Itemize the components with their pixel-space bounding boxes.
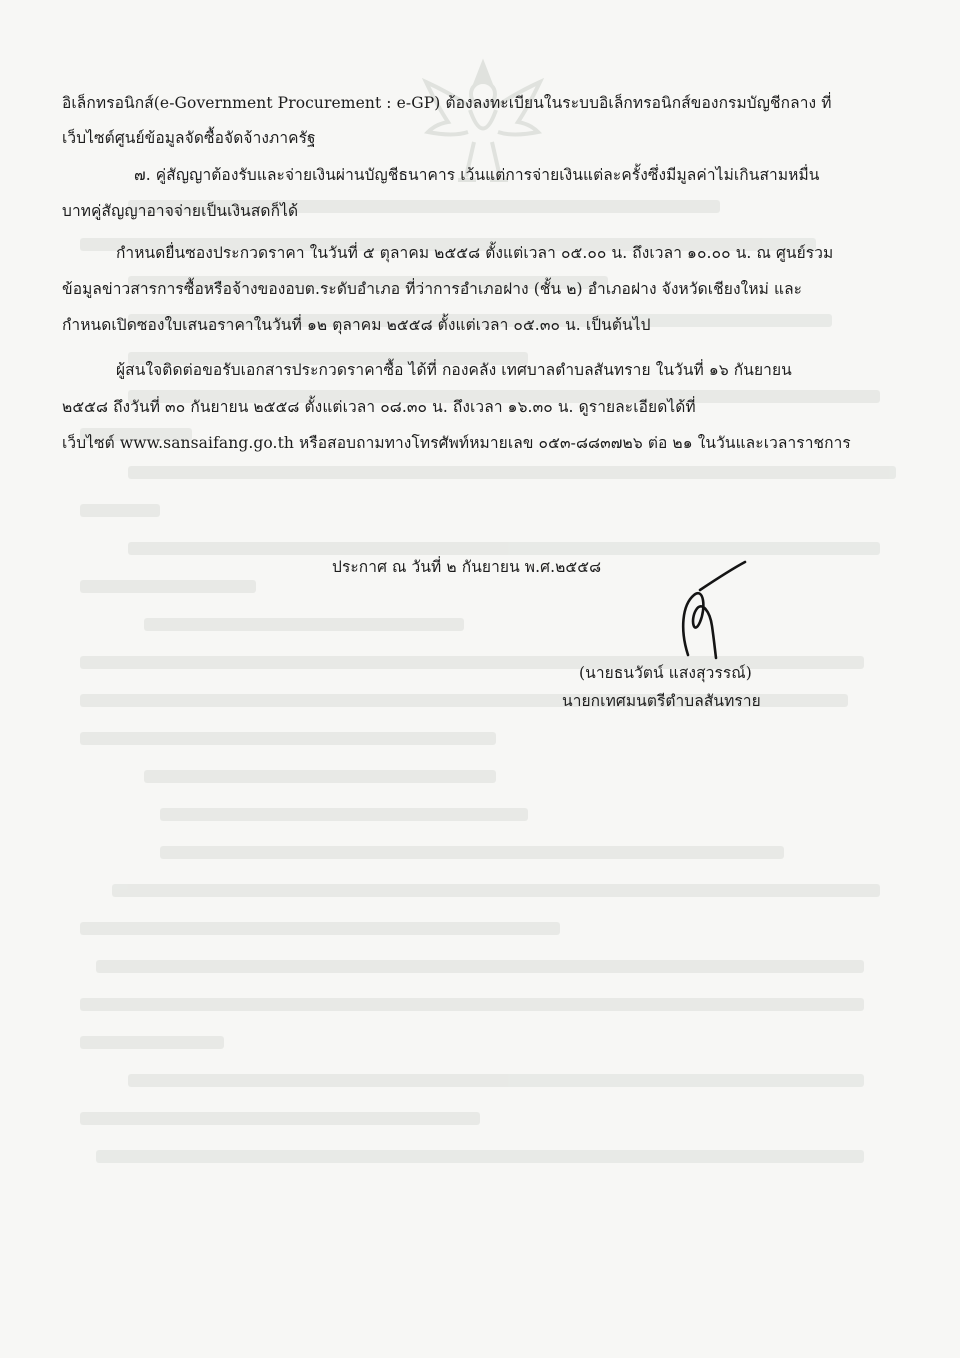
handwritten-signature: [660, 560, 750, 670]
body-line-5: กำหนดยื่นซองประกวดราคา ในวันที่ ๕ ตุลาคม ๒๕๕๘ ตั้งแต่เวลา ๐๕.๐๐ น. ถึงเวลา ๑๐.๐๐ น. ณ ศูนย์รวม: [116, 244, 834, 262]
body-line-8: ผู้สนใจติดต่อขอรับเอกสารประกวดราคาซื้อ ได้ที่ กองคลัง เทศบาลตำบลสันทราย ในวันที่ ๑๖ กันยายน: [116, 361, 792, 379]
announce-date: ประกาศ ณ วันที่ ๒ กันยายน พ.ศ.๒๕๕๘: [332, 558, 602, 576]
body-line-1: อิเล็กทรอนิกส์(e-Government Procurement : e-GP) ต้องลงทะเบียนในระบบอิเล็กทรอนิกส์ของกรมบัญชีกลาง ที่: [62, 94, 832, 112]
body-line-10: เว็บไซต์ www.sansaifang.go.th หรือสอบถามทางโทรศัพท์หมายเลข ๐๕๓-๘๘๓๗๒๖ ต่อ ๒๑ ในวันและเวลาราชการ: [62, 434, 851, 452]
body-line-9: ๒๕๕๘ ถึงวันที่ ๓๐ กันยายน ๒๕๕๘ ตั้งแต่เวลา ๐๘.๓๐ น. ถึงเวลา ๑๖.๓๐ น. ดูรายละเอียดได้ที่: [62, 398, 696, 416]
body-line-4: บาทคู่สัญญาอาจจ่ายเป็นเงินสดก็ได้: [62, 202, 299, 220]
body-line-6: ข้อมูลข่าวสารการซื้อหรือจ้างของอบต.ระดับอำเภอ ที่ว่าการอำเภอฝาง (ชั้น ๒) อำเภอฝาง จังหวัดเชียงใหม่ และ: [62, 280, 803, 298]
body-line-2: เว็บไซต์ศูนย์ข้อมูลจัดซื้อจัดจ้างภาครัฐ: [62, 129, 316, 147]
body-line-7: กำหนดเปิดซองใบเสนอราคาในวันที่ ๑๒ ตุลาคม ๒๕๕๘ ตั้งแต่เวลา ๐๕.๓๐ น. เป็นต้นไป: [62, 316, 651, 334]
body-line-3: ๗. คู่สัญญาต้องรับและจ่ายเงินผ่านบัญชีธนาคาร เว้นแต่การจ่ายเงินแต่ละครั้งซึ่งมีมูลค่าไม่เกินสามหมื่น: [134, 166, 820, 184]
signer-title: นายกเทศมนตรีตำบลสันทราย: [562, 692, 761, 710]
signer-name: (นายธนวัตน์ แสงสุวรรณ์): [579, 664, 752, 682]
